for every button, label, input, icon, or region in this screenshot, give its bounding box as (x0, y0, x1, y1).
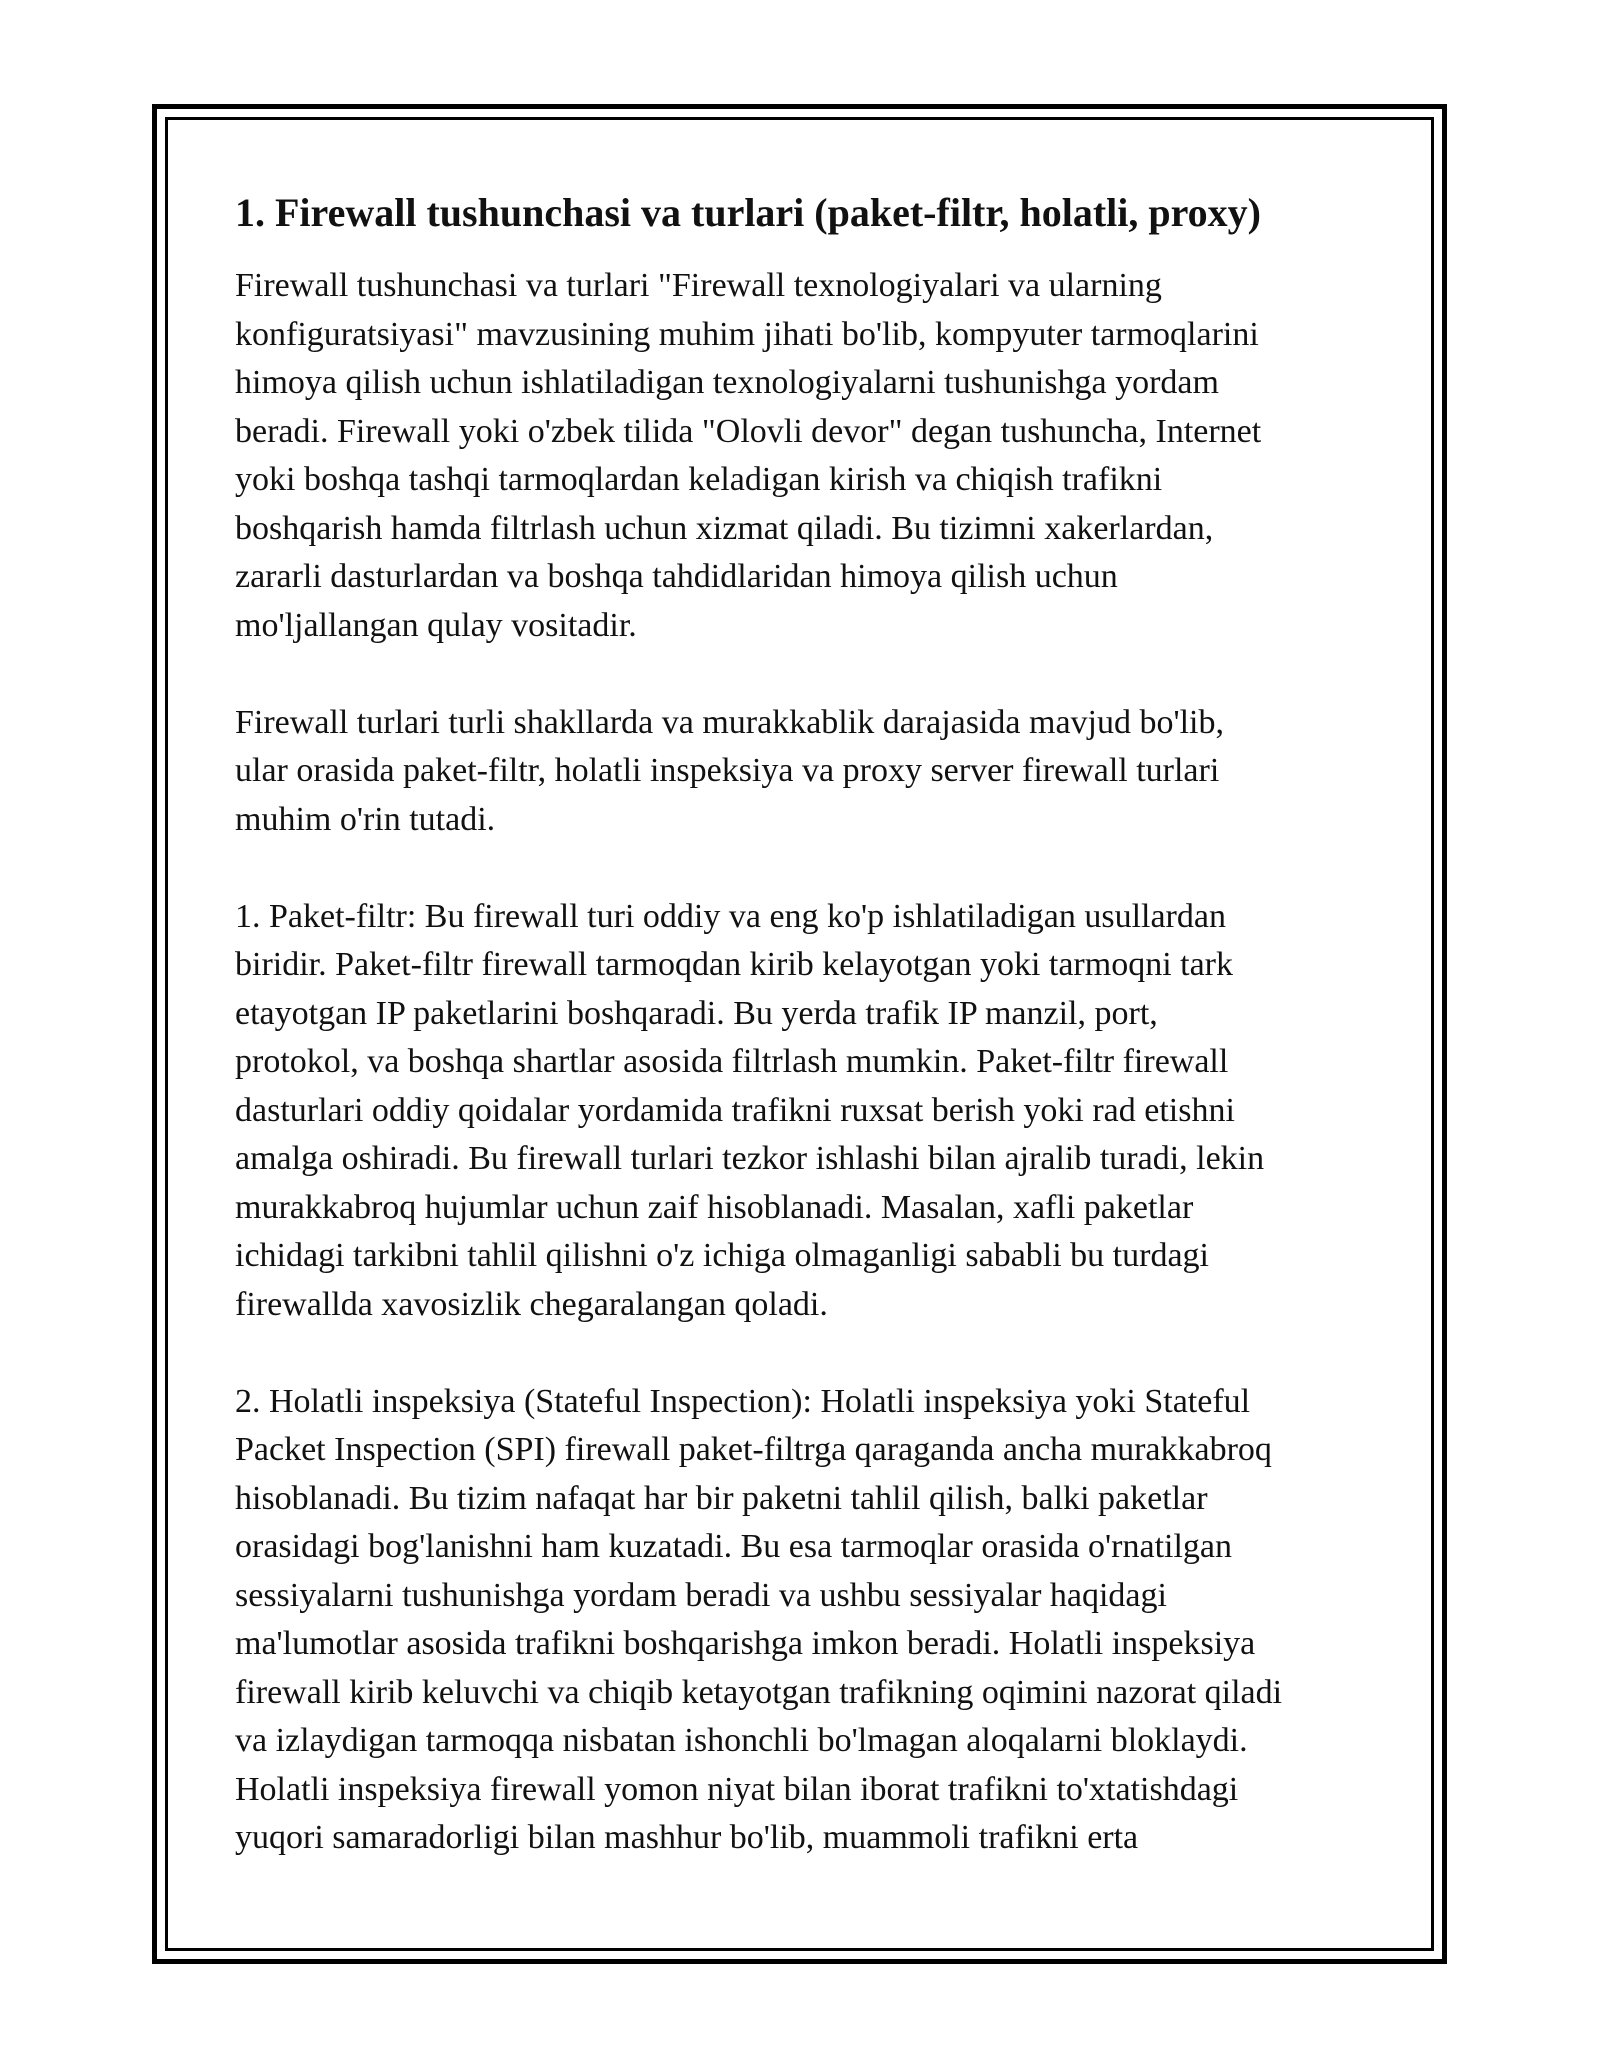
paragraph-types (235, 699, 1375, 845)
text-line: himoya qilish uchun ishlatiladigan texnologiyalarni tushunishga yordam (235, 364, 1219, 401)
text-line: firewall kirib keluvchi va chiqib ketayotgan trafikning oqimini nazorat qiladi (235, 1673, 1283, 1711)
text-line: murakkabroq hujumlar uchun zaif hisoblanadi. Masalan, xafli paketlar (235, 1188, 1194, 1226)
text-line: boshqarish hamda filtrlash uchun xizmat qiladi. Bu tizimni xakerlardan, (235, 509, 1214, 547)
text-line: ichidagi tarkibni tahlil qilishni o'z ichiga olmaganligi sababli bu turdagi (235, 1237, 1209, 1274)
text-line: firewallda xavosizlik chegaralangan qoladi. (235, 1285, 828, 1323)
paragraph-intro (235, 262, 1375, 650)
text-line: Firewall tushunchasi va turlari "Firewall texnologiyalari va ularning (235, 267, 1162, 304)
text-line: dasturlari oddiy qoidalar yordamida trafikni ruxsat berish yoki rad etishni (235, 1091, 1235, 1129)
text-line: konfiguratsiyasi" mavzusining muhim jihati bo'lib, kompyuter tarmoqlarini (235, 315, 1259, 353)
text-line: etayotgan IP paketlarini boshqaradi. Bu yerda trafik IP manzil, port, (235, 994, 1158, 1032)
text-line: beradi. Firewall yoki o'zbek tilida "Olovli devor" degan tushuncha, Internet (235, 412, 1262, 450)
text-line: Holatli inspeksiya firewall yomon niyat bilan iborat trafikni to'xtatishdagi (235, 1770, 1239, 1808)
text-line: Packet Inspection (SPI) firewall paket-filtrga qaraganda ancha murakkabroq (235, 1431, 1272, 1468)
text-line: sessiyalarni tushunishga yordam beradi va ushbu sessiyalar haqidagi (235, 1576, 1167, 1614)
text-line: hisoblanadi. Bu tizim nafaqat har bir paketni tahlil qilish, balki paketlar (235, 1479, 1208, 1517)
text-line: ma'lumotlar asosida trafikni boshqarishga imkon beradi. Holatli inspeksiya (235, 1625, 1256, 1662)
document-body (235, 186, 1375, 1863)
text-line: orasidagi bog'lanishni ham kuzatadi. Bu esa tarmoqlar orasida o'rnatilgan (235, 1528, 1233, 1565)
text-line: 2. Holatli inspeksiya (Stateful Inspection): Holatli inspeksiya yoki Stateful (235, 1382, 1251, 1420)
text-line: amalga oshiradi. Bu firewall turlari tezkor ishlashi bilan ajralib turadi, lekin (235, 1140, 1265, 1177)
text-line: 1. Paket-filtr: Bu firewall turi oddiy va eng ko'p ishlatiladigan usullardan (235, 897, 1226, 935)
text-line: muhim o'rin tutadi. (235, 800, 496, 838)
text-line: biridir. Paket-filtr firewall tarmoqdan kirib kelayotgan yoki tarmoqni tark (235, 946, 1234, 983)
section-title: 1. Firewall tushunchasi va turlari (paket-filtr, holatli, proxy) (235, 190, 1261, 235)
paragraph-packet-filter (235, 893, 1375, 1330)
text-line: zararli dasturlardan va boshqa tahdidlaridan himoya qilish uchun (235, 558, 1118, 595)
text-line: yoki boshqa tashqi tarmoqlardan keladigan kirish va chiqish trafikni (235, 461, 1163, 498)
text-line: va izlaydigan tarmoqqa nisbatan ishonchli bo'lmagan aloqalarni bloklaydi. (235, 1722, 1248, 1759)
text-line: Firewall turlari turli shakllarda va murakkablik darajasida mavjud bo'lib, (235, 703, 1225, 741)
text-line: protokol, va boshqa shartlar asosida filtrlash mumkin. Paket-filtr firewall (235, 1043, 1229, 1080)
text-line: ular orasida paket-filtr, holatli inspeksiya va proxy server firewall turlari (235, 752, 1220, 789)
text-line: mo'ljallangan qulay vositadir. (235, 606, 637, 644)
text-line: yuqori samaradorligi bilan mashhur bo'lib, muammoli trafikni erta (235, 1819, 1139, 1856)
paragraph-stateful-inspection (235, 1378, 1375, 1863)
